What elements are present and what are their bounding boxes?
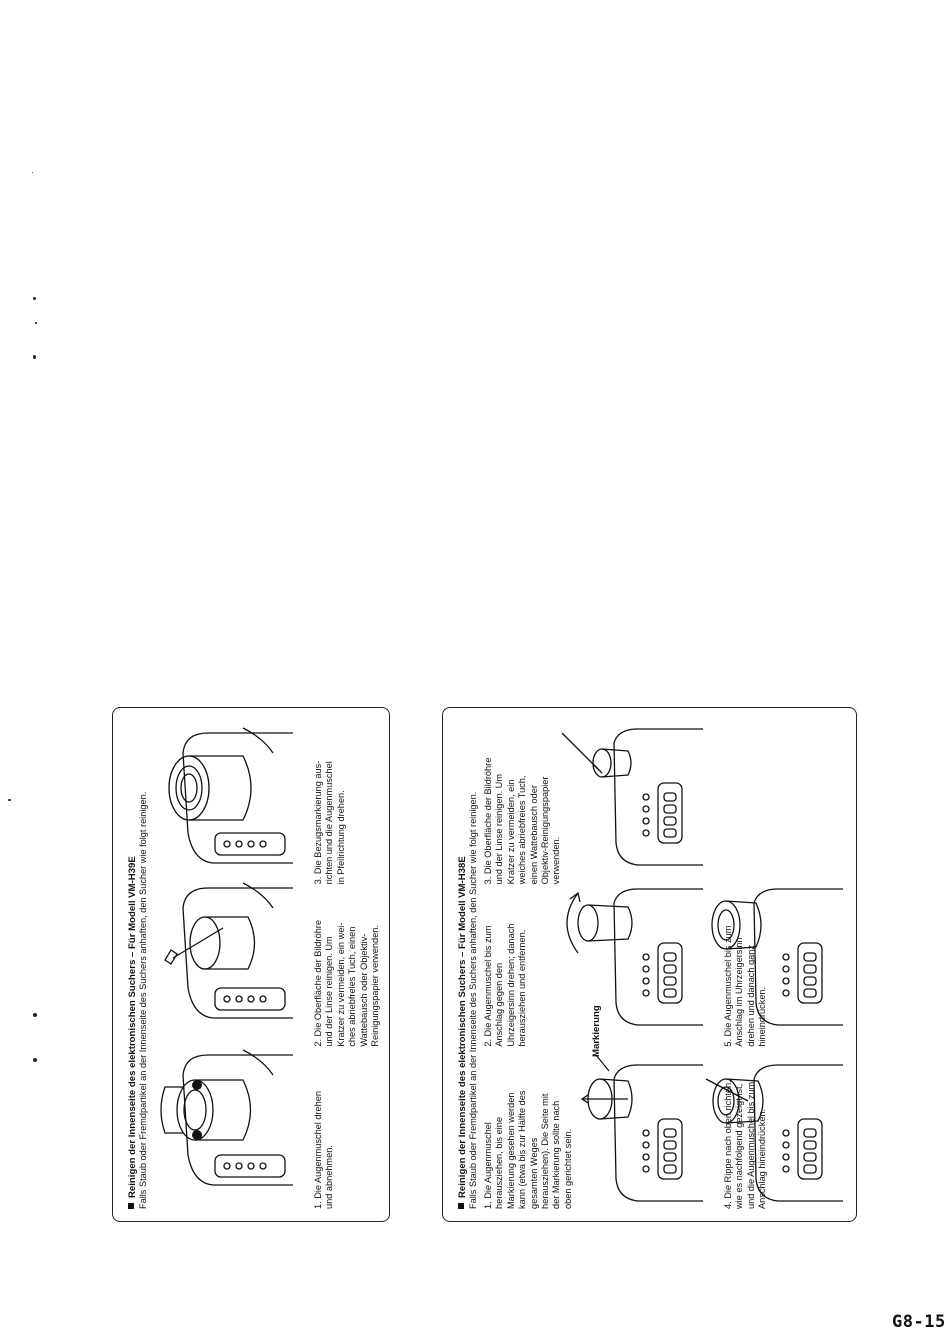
- illustration-clean-crt: [558, 723, 708, 873]
- section-vm-h38e-heading: Reinigen der Innenseite des elektronischen Suchers – Für Modell VM-H38E: [457, 722, 468, 1209]
- illustration-rib-align: [698, 1059, 848, 1209]
- illustration-eyecup-rotate-off: [558, 883, 708, 1033]
- step-vm-h38e-1: 1. Die Augenmuschel herausziehen, bis eine Markierung gesehen werden kann (etwa bis zur Hälfte des gesamten Weges herausziehen). Die Seite mit der Markierung sollte nach oben gerichtet sein.: [483, 1090, 573, 1209]
- step-vm-h38e-5: 5. Die Augenmuschel bis zum Anschlag im Uhrzeigersinn drehen und danach ganz hineindrücken.: [723, 925, 768, 1047]
- section-vm-h38e-box: [442, 707, 857, 1222]
- section-vm-h39e-intro: Falls Staub oder Fremdpartikel an der Innenseite des Suchers anhaften, den Sucher wie folgt reinigen.: [138, 791, 149, 1209]
- step-vm-h39e-1: 1. Die Augenmuschel drehen und abnehmen.: [313, 1091, 335, 1209]
- section-vm-h38e-content: [443, 708, 858, 1223]
- illustration-eyecup-attach: [153, 723, 303, 873]
- step-vm-h39e-3: 3. Die Bezugsmarkierung aus- richten und die Augenmuschel in Pfeilrichtung drehen.: [313, 760, 346, 885]
- section-vm-h39e-box: [112, 707, 390, 1222]
- step-vm-h39e-2: 2. Die Oberfläche der Bildröhre und der Linse reinigen. Um Kratzer zu vermeiden, ein wei- ches abriebfreies Tuch, einen Wattebausch oder Objektiv- Reinigungspapier verwenden.: [313, 920, 381, 1047]
- section-vm-h39e-content: [113, 708, 391, 1223]
- step-vm-h38e-4: 4. Die Rippe nach oben richten, wie es nachfolgend gezeigt ist, und die Augenmuschel bis zum Anschlag hineindrücken.: [723, 1080, 768, 1209]
- marker-label: Markierung: [591, 1005, 602, 1057]
- page-number: G8-15: [892, 1312, 946, 1332]
- step-vm-h38e-2: 2. Die Augenmuschel bis zum Anschlag gegen den Uhrzeigersinn drehen; danach herausziehen und entfernen.: [483, 923, 528, 1047]
- section-vm-h39e-heading: Reinigen der Innenseite des elektronischen Suchers – Für Modell VM-H39E: [127, 722, 138, 1209]
- section-vm-h38e-intro: Falls Staub oder Fremdpartikel an der Innenseite des Suchers anhaften, den Sucher wie folgt reinigen.: [468, 791, 479, 1209]
- illustration-eyecup-push-in: [698, 883, 848, 1033]
- step-vm-h38e-3: 3. Die Oberfläche der Bildröhre und der Linse reinigen. Um Kratzer zu vermeiden, ein weiches abriebfreies Tuch, einen Wattebausch oder Objektiv-Reinigungspapier verwenden.: [483, 757, 562, 885]
- illustration-eyecup-remove: [153, 1045, 303, 1195]
- illustration-eyecup-pull-out: [578, 1059, 708, 1209]
- marker-pointer: [593, 1053, 613, 1073]
- illustration-clean-lens: [153, 878, 303, 1028]
